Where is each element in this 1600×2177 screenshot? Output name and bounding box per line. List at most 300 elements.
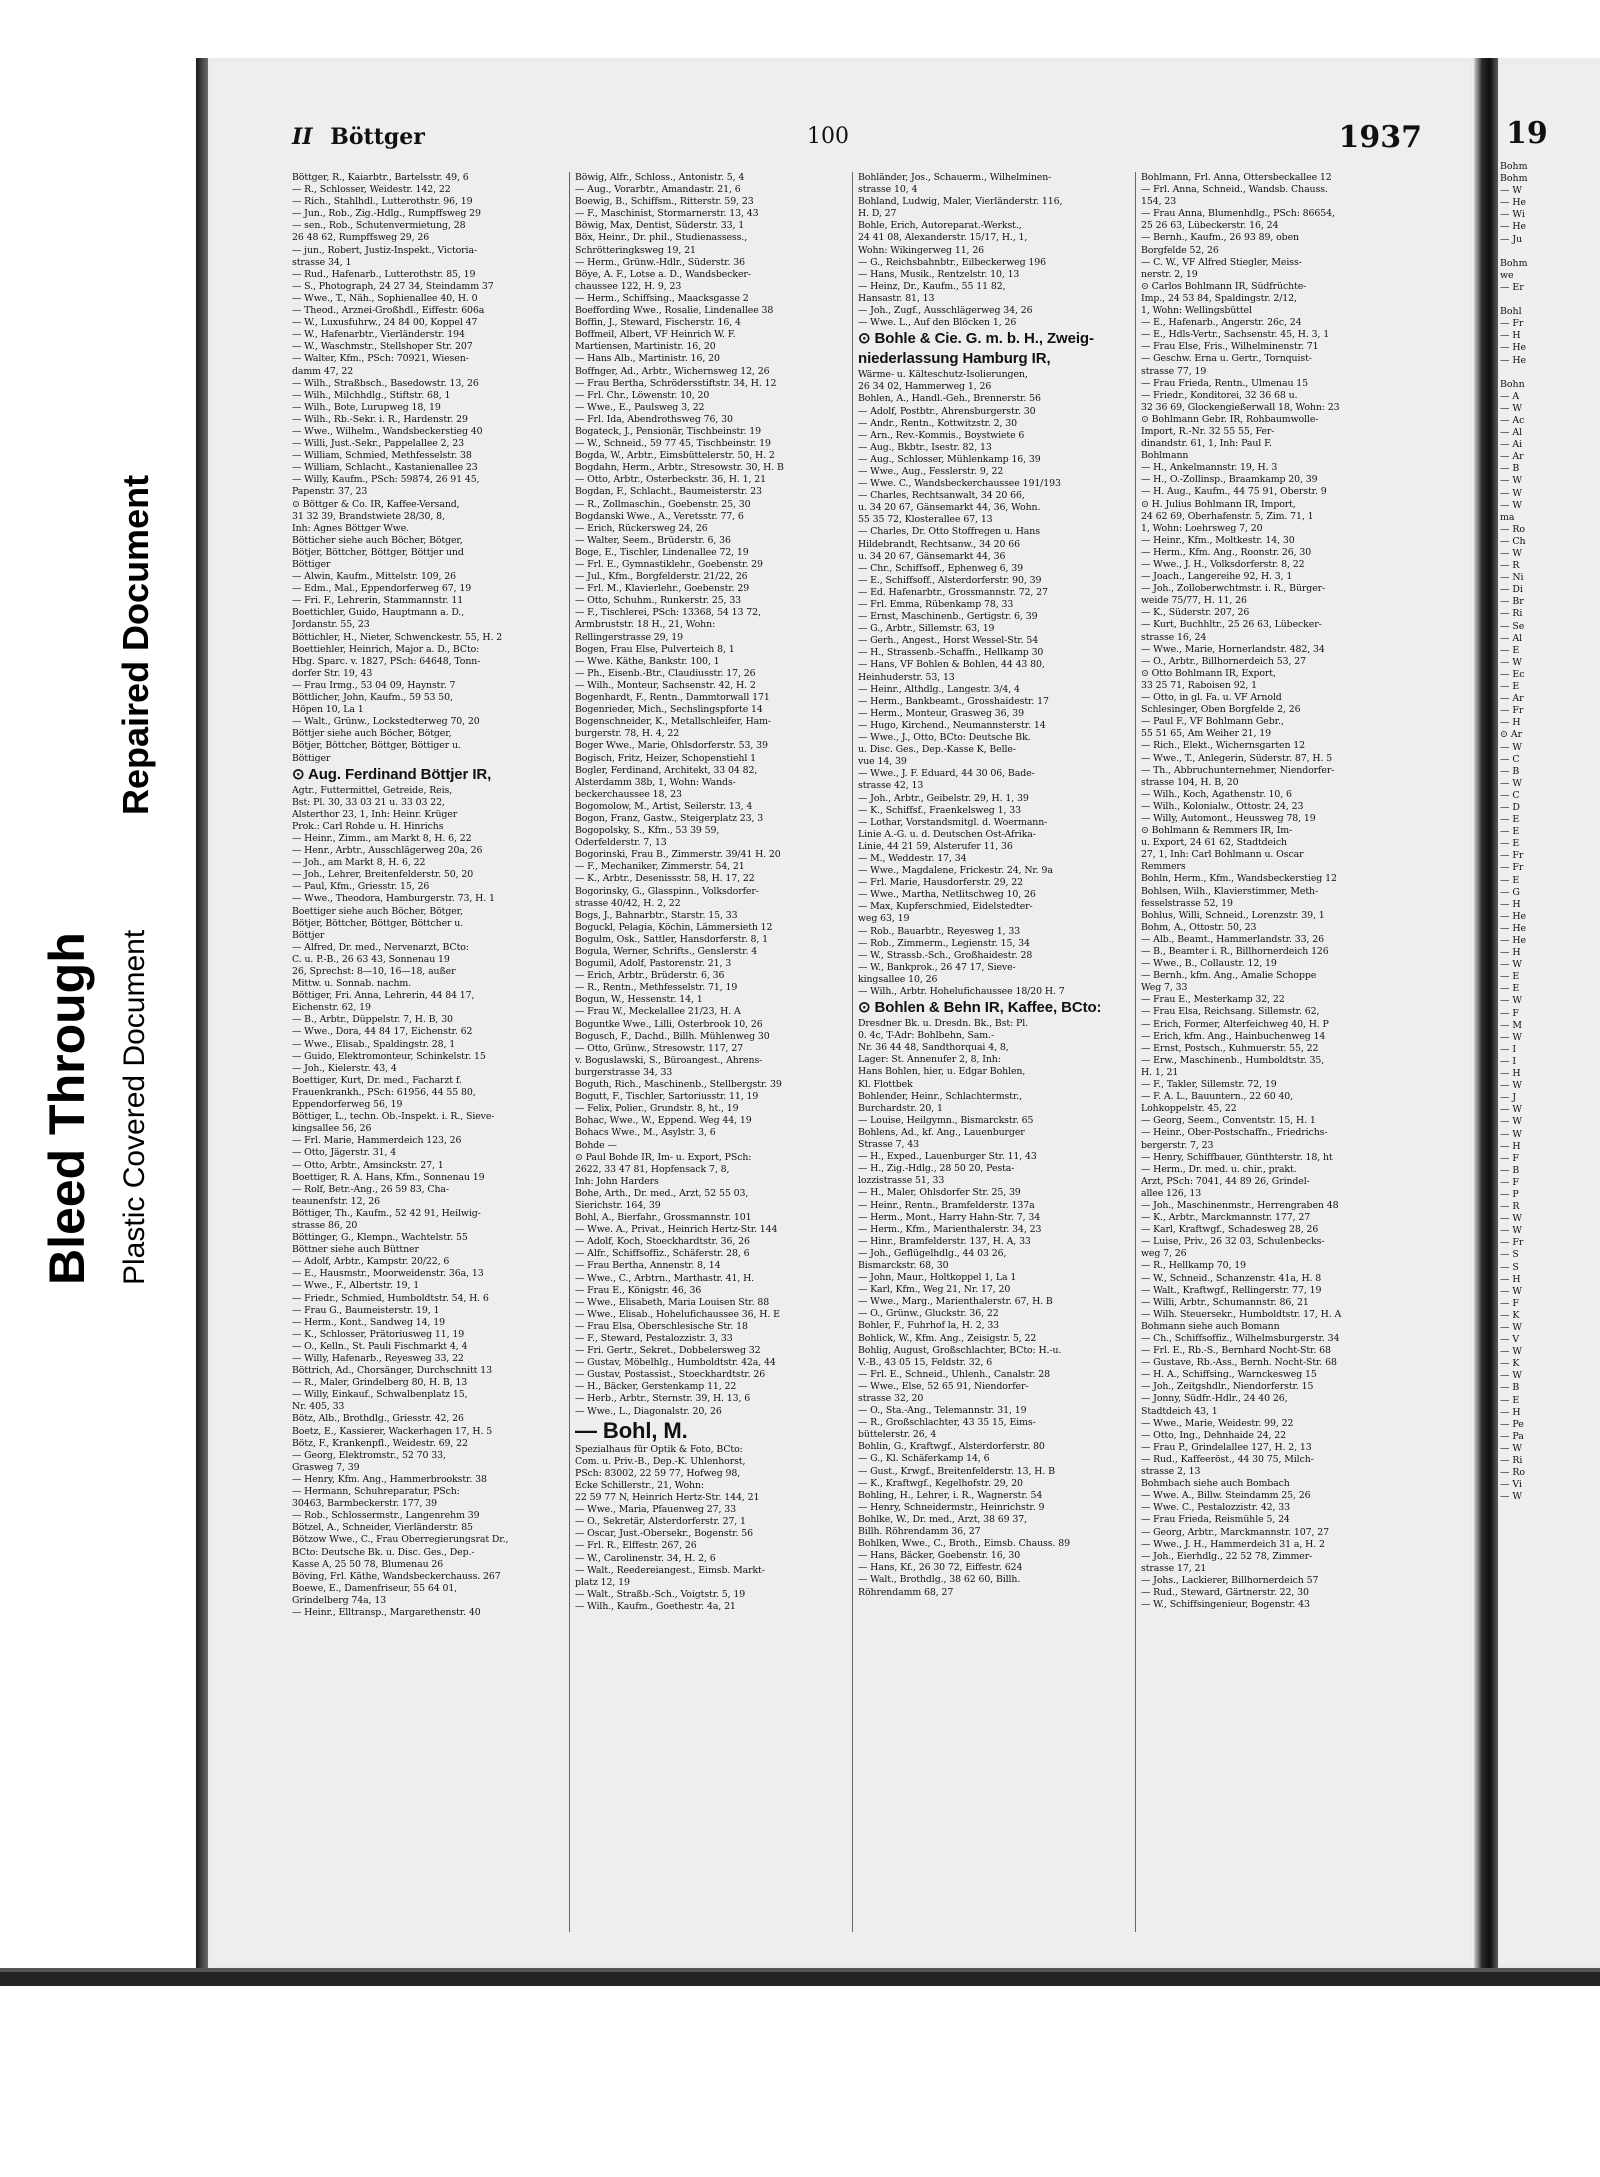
directory-entry: ⊙ Bohle & Cie. G. m. b. H., Zweig- (858, 330, 1094, 348)
adjacent-entry-fragment: — D (1500, 801, 1520, 813)
directory-entry: — Herm., Kfm. Ang., Roonstr. 26, 30 (1141, 546, 1312, 558)
adjacent-entry-fragment: — H (1500, 898, 1521, 910)
directory-entry: — Frau Else, Fris., Wilhelminenstr. 71 (1141, 341, 1319, 353)
directory-entry: — Geschw. Erna u. Gertr., Tornquist- (1141, 353, 1312, 365)
adjacent-entry-fragment: — J (1500, 1092, 1517, 1104)
directory-entry: Com. u. Priv.-B., Dep.-K. Uhlenhorst, (575, 1455, 746, 1467)
directory-entry: — F., Maschinist, Stormarnerstr. 13, 43 (575, 208, 759, 220)
directory-entry: Schlesinger, Oben Borgfelde 2, 26 (1141, 704, 1301, 716)
adjacent-entry-fragment: — W (1500, 1491, 1522, 1503)
directory-entry: — Walter, Seem., Brüderstr. 6, 36 (575, 534, 731, 546)
directory-entry: — Wwe., E., Paulsweg 3, 22 (575, 401, 705, 413)
directory-entry: — Otto, Jägerstr. 31, 4 (292, 1147, 397, 1159)
directory-entry: — W., Schneid., 59 77 45, Tischbeinstr. 19 (575, 438, 771, 450)
directory-entry: — Frl. Ida, Abendrothsweg 76, 30 (575, 413, 733, 425)
directory-entry: V.-B., 43 05 15, Feldstr. 32, 6 (858, 1356, 993, 1368)
directory-entry: Bohl, A., Bierfahr., Grossmannstr. 101 (575, 1212, 752, 1224)
adjacent-entry-fragment: — K (1500, 1358, 1520, 1370)
directory-entry: — Frl. Anna, Schneid., Wandsb. Chauss. (1141, 184, 1328, 196)
directory-entry: — Wwe., Magdalene, Frickestr. 24, Nr. 9a (858, 865, 1053, 877)
adjacent-entry-fragment: Bohm (1500, 173, 1528, 185)
directory-entry: Bohm, A., Ottostr. 50, 23 (1141, 921, 1257, 933)
adjacent-entry-fragment (1500, 367, 1600, 379)
directory-entry: kingsallee 56, 26 (292, 1123, 372, 1135)
adjacent-entry-fragment: Bohl (1500, 306, 1522, 318)
directory-entry: Boffmeil, Albert, VF Heinrich W. F. (575, 329, 736, 341)
directory-entry: — Friedr., Konditorei, 32 36 68 u. (1141, 389, 1298, 401)
adjacent-entry-fragment: — Wi (1500, 209, 1525, 221)
adjacent-entry-fragment: — S (1500, 1261, 1519, 1273)
directory-entry: Bogenrieder, Mich., Sechslingspforte 14 (575, 704, 763, 716)
directory-entry: Bohlick, W., Kfm. Ang., Zeisigstr. 5, 22 (858, 1332, 1037, 1344)
directory-entry: — M., Weddestr. 17, 34 (858, 852, 967, 864)
directory-entry: ⊙ Bohlen & Behn IR, Kaffee, BCto: (858, 999, 1102, 1017)
directory-entry: — Heinr., Elltransp., Margarethenstr. 40 (292, 1606, 481, 1618)
directory-entry: fesselstrasse 52, 19 (1141, 897, 1233, 909)
directory-entry: — Oscar, Just.-Obersekr., Bogenstr. 56 (575, 1528, 754, 1540)
directory-entry: Bötz, F., Krankenpfl., Weidestr. 69, 22 (292, 1437, 468, 1449)
directory-entry: — W., Bankprok., 26 47 17, Sieve- (858, 961, 1016, 973)
adjacent-entry-fragment: — Br (1500, 596, 1524, 608)
directory-entry: Bogutt, F., Tischler, Sartoriusstr. 11, 19 (575, 1091, 759, 1103)
directory-entry: — Henr., Arbtr., Ausschlägerweg 20a, 26 (292, 845, 483, 857)
adjacent-entry-fragment: — Fr (1500, 705, 1524, 717)
adjacent-entry-fragment: — E (1500, 644, 1520, 656)
adjacent-entry-fragment: — M (1500, 1019, 1522, 1031)
directory-entry: Ecke Schillerstr., 21, Wohn: (575, 1479, 704, 1491)
directory-entry: Borgfelde 52, 26 (1141, 244, 1219, 256)
directory-entry: — Jul., Kfm., Borgfelderstr. 21/22, 26 (575, 571, 748, 583)
adjacent-entry-fragment: — I (1500, 1055, 1517, 1067)
directory-entry: — Ernst, Postsch., Kuhmuerstr. 55, 22 (1141, 1042, 1319, 1054)
adjacent-entry-fragment: — B (1500, 1382, 1520, 1394)
directory-entry: Arzt, PSch: 7041, 44 89 26, Grindel- (1141, 1175, 1310, 1187)
directory-entry: — William, Schmied, Methfesselstr. 38 (292, 450, 472, 462)
directory-entry: Alsterdamm 38b, 1, Wohn: Wands- (575, 776, 736, 788)
directory-entry: — Herm., Mont., Harry Hahn-Str. 7, 34 (858, 1211, 1041, 1223)
adjacent-entry-fragment: we (1500, 269, 1514, 281)
adjacent-entry-fragment: — E (1500, 971, 1520, 983)
directory-entry: — Herm., Monteur, Grasweg 36, 39 (858, 707, 1024, 719)
directory-entry: platz 12, 19 (575, 1576, 630, 1588)
directory-entry: Böye, A. F., Lotse a. D., Wandsbecker- (575, 268, 751, 280)
directory-entry: Bismarckstr. 68, 30 (858, 1259, 949, 1271)
directory-entry: ⊙ Aug. Ferdinand Böttjer IR, (292, 765, 492, 783)
directory-entry: Linie A.-G. u. d. Deutschen Ost-Afrika- (858, 828, 1036, 840)
directory-column-2 (575, 172, 847, 1932)
directory-entry: Bogdan, F., Schlacht., Baumeisterstr. 23 (575, 486, 762, 498)
adjacent-entry-fragment: — W (1500, 1104, 1522, 1116)
directory-entry: — Willi, Arbtr., Schumannstr. 86, 21 (1141, 1296, 1309, 1308)
adjacent-entry-fragment: — R (1500, 560, 1520, 572)
directory-entry: Schrötteringksweg 19, 21 (575, 244, 696, 256)
directory-entry: — Henry, Schiffbauer, Günthterstr. 18, ht (1141, 1151, 1333, 1163)
directory-entry: — Ed. Hafenarbtr., Grossmannstr. 72, 27 (858, 586, 1048, 598)
directory-entry: — H., O.-Zollinsp., Braamkamp 20, 39 (1141, 474, 1318, 486)
directory-entry: Spezialhaus für Optik & Foto, BCto: (575, 1443, 743, 1455)
directory-entry: Bogulm, Osk., Sattler, Hansdorferstr. 8, 1 (575, 933, 768, 945)
directory-entry: ⊙ H. Julius Bohlmann IR, Import, (1141, 498, 1296, 510)
directory-entry: — S., Photograph, 24 27 34, Steindamm 37 (292, 280, 494, 292)
directory-entry: Böttner siehe auch Büttner (292, 1244, 419, 1256)
adjacent-entry-fragment: — Pa (1500, 1430, 1524, 1442)
directory-entry: — Herm., Dr. med. u. chir., prakt. (1141, 1163, 1297, 1175)
directory-entry: — Georg, Arbtr., Marckmannstr. 107, 27 (1141, 1526, 1330, 1538)
directory-entry: — Chr., Schiffsoff., Ephenweg 6, 39 (858, 562, 1023, 574)
directory-entry: — Paul, Kfm., Griesstr. 15, 26 (292, 881, 430, 893)
directory-entry: Inh: Agnes Böttger Wwe. (292, 522, 410, 534)
directory-entry: — Wwe. Käthe, Bankstr. 100, 1 (575, 655, 720, 667)
directory-entry: Bogumil, Adolf, Pastorenstr. 21, 3 (575, 958, 732, 970)
directory-entry: Bohlig, August, Großschlachter, BCto: H.-u. (858, 1344, 1062, 1356)
directory-entry: Boettiger, Kurt, Dr. med., Facharzt f. (292, 1074, 462, 1086)
adjacent-page-edge (1500, 64, 1600, 1964)
directory-entry: — Wilh., Koch, Agathenstr. 10, 6 (1141, 788, 1292, 800)
directory-entry: — Frl. E., Gymnastiklehr., Goebenstr. 29 (575, 559, 763, 570)
directory-entry: — Ph., Eisenb.-Btr., Claudiusstr. 17, 26 (575, 667, 756, 679)
column-rule (1135, 172, 1136, 1932)
directory-entry: — Ernst, Maschinenb., Gertigstr. 6, 39 (858, 611, 1038, 623)
directory-entry: — Kurt, Buchhltr., 25 26 63, Lübecker- (1141, 619, 1322, 631)
directory-entry: 25 26 63, Lübeckerstr. 16, 24 (1141, 220, 1279, 232)
directory-entry: Höpen 10, La 1 (292, 704, 364, 716)
directory-entry: Import, R.-Nr. 32 55 55, Fer- (1141, 425, 1275, 437)
directory-entry: C. u. P.-B., 26 63 43, Sonnenau 19 (292, 953, 450, 965)
directory-entry: — Rud., Kaffeeröst., 44 30 75, Milch- (1141, 1453, 1314, 1465)
directory-entry: — Frau Bertha, Schrödersstiftstr. 34, H. 12 (575, 377, 777, 389)
directory-entry: — H., Maler, Ohlsdorfer Str. 25, 39 (858, 1187, 1021, 1199)
directory-entry: — Joh., Kielerstr. 43, 4 (292, 1062, 397, 1074)
adjacent-entry-fragment: — Vi (1500, 1479, 1522, 1491)
directory-entry: Papenstr. 37, 23 (292, 486, 368, 498)
directory-entry: Boguckl, Pelagia, Köchin, Lämmersieth 12 (575, 921, 773, 933)
directory-entry: — Wwe., Marie, Hornerlandstr. 482, 34 (1141, 643, 1325, 655)
directory-entry: — Joach., Langereihe 92, H. 3, 1 (1141, 571, 1293, 583)
directory-entry: strasse 17, 21 (1141, 1562, 1207, 1574)
directory-entry: — E., Hdls-Vertr., Sachsenstr. 45, H. 3, 1 (1141, 329, 1330, 341)
book-gutter (1474, 58, 1498, 1968)
adjacent-entry-fragment: — H (1500, 330, 1521, 342)
directory-entry: — E., Hausmstr., Moorweidenstr. 36a, 13 (292, 1268, 484, 1280)
directory-entry: Böttrich, Ad., Chorsänger, Durchschnitt 13 (292, 1365, 492, 1377)
directory-entry: 1, Wohn: Loehrsweg 7, 20 (1141, 522, 1263, 534)
directory-entry: 26 48 62, Rumpffsweg 29, 26 (292, 232, 430, 244)
directory-entry: lozzistrasse 51, 33 (858, 1175, 945, 1187)
directory-entry: Alsterthor 23, 1, Inh: Heinr. Krüger (292, 808, 458, 820)
adjacent-entry-fragment: — W (1500, 777, 1522, 789)
directory-entry: Bohlmann (1141, 450, 1189, 462)
directory-entry: — Wwe., Aug., Fesslerstr. 9, 22 (858, 465, 1004, 477)
directory-entry: bergerstr. 7, 23 (1141, 1139, 1214, 1151)
directory-entry: Hbg. Sparc. v. 1827, PSch: 64648, Tonn- (292, 655, 481, 667)
adjacent-entry-fragment: — Se (1500, 620, 1525, 632)
directory-entry: — Wwe., Else, 52 65 91, Niendorfer- (858, 1380, 1029, 1392)
directory-entry: Böving, Frl. Käthe, Wandsbeckerchauss. 267 (292, 1570, 501, 1582)
adjacent-entry-fragment: — I (1500, 1043, 1517, 1055)
directory-entry: — Herm., Bankbeamt., Grosshaidestr. 17 (858, 695, 1049, 707)
directory-entry: strasse 77, 19 (1141, 365, 1207, 377)
adjacent-entry-fragment: — Ar (1500, 451, 1524, 463)
directory-entry: — Wwe. L., Auf den Blöcken 1, 26 (858, 317, 1017, 329)
adjacent-entry-fragment: — F (1500, 1297, 1519, 1309)
adjacent-entry-fragment: — W (1500, 959, 1522, 971)
directory-entry: — F., Tischlerei, PSch: 13368, 54 13 72, (575, 607, 761, 619)
adjacent-entry-fragment: — Er (1500, 281, 1524, 293)
directory-column-3 (858, 172, 1130, 1932)
directory-entry: — H., Zig.-Hdlg., 28 50 20, Pesta- (858, 1163, 1015, 1175)
directory-entry: Boffin, J., Steward, Fischerstr. 16, 4 (575, 317, 741, 329)
directory-entry: Burchardstr. 20, 1 (858, 1102, 943, 1114)
adjacent-entry-fragment: — B (1500, 463, 1520, 475)
directory-entry: — Hans Alb., Martinistr. 16, 20 (575, 353, 720, 365)
directory-entry: Imp., 24 53 84, Spaldingstr. 2/12, (1141, 292, 1297, 304)
directory-entry: Strasse 7, 43 (858, 1139, 919, 1151)
directory-entry: — Wwe. A., Billw. Steindamm 25, 26 (1141, 1490, 1311, 1502)
directory-entry: — W., Waschmstr., Stellshoper Str. 207 (292, 341, 473, 353)
adjacent-entry-fragment: — Fr (1500, 862, 1524, 874)
adjacent-entry-fragment: — W (1500, 1080, 1522, 1092)
directory-entry: — Wwe., Dora, 44 84 17, Eichenstr. 62 (292, 1026, 473, 1038)
adjacent-entry-fragment: — W (1500, 1285, 1522, 1297)
column-rule (569, 172, 570, 1932)
adjacent-entry-fragment: Bohm (1500, 161, 1528, 172)
directory-entry: Böttjer siehe auch Böcher, Bötger, (292, 728, 452, 740)
directory-entry: — R., Schlosser, Weidestr. 142, 22 (292, 184, 451, 196)
directory-entry: — Walt., Brothdlg., 38 62 60, Billh. (858, 1574, 1021, 1586)
adjacent-entry-fragment: — Fr (1500, 1237, 1524, 1249)
directory-entry: — Hans, VF Bohlen & Bohlen, 44 43 80, (858, 659, 1045, 671)
directory-entry: — Frau G., Baumeisterstr. 19, 1 (292, 1304, 440, 1316)
directory-entry: — C. W., VF Alfred Stiegler, Meiss- (1141, 256, 1302, 268)
directory-entry: Bohling, H., Lehrer, i. R., Wagnerstr. 54 (858, 1489, 1043, 1501)
directory-entry: strasse 10, 4 (858, 184, 918, 196)
directory-entry: — John, Maur., Holtkoppel 1, La 1 (858, 1272, 1017, 1284)
directory-entry: — Hans, Bäcker, Goebenstr. 16, 30 (858, 1550, 1021, 1562)
directory-entry: — G., Kl. Schäferkamp 14, 6 (858, 1453, 990, 1465)
directory-entry: — Wwe., J. H., Hammerdeich 31 a, H. 2 (1141, 1538, 1325, 1550)
directory-entry: — Fri. F., Lehrerin, Stammannstr. 11 (292, 595, 464, 607)
directory-entry: — Heinr., Kfm., Moltkestr. 14, 30 (1141, 534, 1295, 546)
directory-entry: — W., Strassb.-Sch., Großhaidestr. 28 (858, 949, 1033, 961)
directory-entry: — Walt., Straßb.-Sch., Voigtstr. 5, 19 (575, 1588, 746, 1600)
directory-entry: weg 63, 19 (858, 913, 910, 925)
directory-entry: Boewe, E., Damenfriseur, 55 64 01, (292, 1582, 458, 1594)
adjacent-entry-fragment: — W (1500, 499, 1522, 511)
directory-entry: — Rolf, Betr.-Ang., 26 59 83, Cha- (292, 1183, 449, 1195)
directory-entry: — Wilh., Rb.-Sekr. i. R., Hardenstr. 29 (292, 413, 468, 425)
adjacent-entry-fragment: — Al (1500, 427, 1523, 439)
directory-entry: Lohkoppelstr. 45, 22 (1141, 1103, 1237, 1115)
directory-entry: — Wwe., F., Albertstr. 19, 1 (292, 1280, 420, 1292)
adjacent-entry-fragment: — R (1500, 1201, 1520, 1213)
adjacent-entry-fragment: Bohn (1500, 378, 1525, 390)
directory-entry: — Herm., Kont., Sandweg 14, 19 (292, 1316, 445, 1328)
directory-entry: Boguntke Wwe., Lilli, Osterbrook 10, 26 (575, 1018, 763, 1030)
directory-entry: Bogula, Werner, Schrifts., Genslerstr. 4 (575, 946, 758, 957)
directory-entry: — Frl. Marie, Hausdorferstr. 29, 22 (858, 877, 1024, 889)
directory-entry: Martiensen, Martinistr. 16, 20 (575, 341, 716, 353)
directory-entry: Grasweg 7, 39 (292, 1461, 360, 1473)
directory-entry: — Frau W., Meckelallee 21/23, H. A (575, 1006, 741, 1018)
directory-entry: weide 75/77, H. 11, 26 (1141, 595, 1247, 607)
directory-entry: Kasse A, 25 50 78, Blumenau 26 (292, 1558, 444, 1570)
directory-entry: Bogler, Ferdinand, Architekt, 33 04 82, (575, 764, 758, 776)
directory-entry: — Frl. Emma, Rübenkamp 78, 33 (858, 599, 1014, 610)
directory-entry: Boffnger, Ad., Arbtr., Wichernsweg 12, 26 (575, 365, 770, 377)
directory-entry: — F., Takler, Sillemstr. 72, 19 (1141, 1079, 1277, 1091)
directory-entry: Boguth, Rich., Maschinenb., Stellbergstr. 39 (575, 1079, 782, 1091)
directory-entry: — Joh., am Markt 8, H. 6, 22 (292, 857, 426, 869)
page-number: 100 (807, 124, 849, 149)
directory-entry: allee 126, 13 (1141, 1187, 1202, 1199)
directory-entry: — Joh., Geflügelhdlg., 44 03 26, (858, 1247, 1007, 1259)
directory-entry: Bogopolsky, S., Kfm., 53 39 59, (575, 825, 720, 837)
directory-entry: — Wilh., Bote, Lurupweg 18, 19 (292, 401, 441, 413)
directory-entry: — Rob., Zimmerm., Legienstr. 15, 34 (858, 937, 1030, 949)
directory-entry: — sen., Rob., Schutenvermietung, 28 (292, 220, 466, 232)
directory-entry: 26 34 02, Hammerweg 1, 26 (858, 381, 992, 393)
adjacent-entry-fragment: — H (1500, 947, 1521, 959)
directory-entry: — Heinr., Althdlg., Langestr. 3/4, 4 (858, 683, 1020, 695)
adjacent-entry-fragment: — Ar (1500, 693, 1524, 705)
directory-entry: — Hermann, Schuhreparatur, PSch: (292, 1486, 460, 1498)
directory-entry: Rellingerstrasse 29, 19 (575, 631, 683, 643)
directory-entry: Linie, 44 21 59, Alsterufer 11, 36 (858, 840, 1013, 852)
directory-entry: — H., Strassenb.-Schaffn., Hellkamp 30 (858, 647, 1044, 659)
directory-entry: Boetz, E., Kassierer, Wackerhagen 17, H. 5 (292, 1425, 493, 1437)
directory-entry: — Otto, Grünw., Stresowstr. 117, 27 (575, 1042, 744, 1054)
directory-entry: — Wwe., Elisab., Spaldingstr. 28, 1 (292, 1038, 456, 1050)
directory-entry: Eppendorferweg 56, 19 (292, 1099, 403, 1111)
directory-entry: — Hinr., Bramfelderstr. 137, H. A, 33 (858, 1235, 1031, 1247)
directory-entry: — O., Grünw., Gluckstr. 36, 22 (858, 1308, 999, 1320)
adjacent-entry-fragment: — H (1500, 1068, 1521, 1080)
directory-entry: H. 1, 21 (1141, 1066, 1179, 1078)
directory-entry: Bogateck, J., Pensionär, Tischbeinstr. 19 (575, 425, 762, 437)
directory-entry: — Jun., Rob., Zig.-Hdlg., Rumpffsweg 29 (292, 208, 481, 220)
directory-entry: — Georg, Elektromstr., 52 70 33, (292, 1449, 446, 1461)
directory-entry: — Otto, Arbtr., Amsinckstr. 27, 1 (292, 1159, 444, 1171)
directory-column-4 (1141, 172, 1413, 1932)
directory-entry: Bötjer, Böttcher, Böttger, Böttiger u. (292, 740, 461, 752)
directory-entry: — Wwe., Marg., Marienthalerstr. 67, H. B (858, 1296, 1053, 1308)
directory-entry: — Herb., Arbtr., Sternstr. 39, H. 13, 6 (575, 1393, 751, 1405)
adjacent-entry-fragment: — W (1500, 475, 1522, 487)
directory-entry: Oderfelderstr. 7, 13 (575, 837, 667, 849)
directory-entry: 24 41 08, Alexanderstr. 15/17, H., 1, (858, 232, 1028, 244)
directory-entry: — Th., Abbruchunternehmer, Niendorfer- (1141, 764, 1335, 776)
directory-entry: — Erich, kfm. Ang., Hainbuchenweg 14 (1141, 1030, 1326, 1042)
directory-entry: strasse 40/42, H. 2, 22 (575, 897, 681, 909)
directory-entry: Wärme- u. Kälteschutz-Isolierungen, (858, 369, 1028, 381)
directory-entry: — Walt., Reedereiangest., Eimsb. Markt- (575, 1564, 765, 1576)
directory-entry: Hildebrandt, Rechtsanw., 34 20 66 (858, 538, 1020, 550)
directory-entry: — Wilh., Kolonialw., Ottostr. 24, 23 (1141, 800, 1304, 812)
adjacent-entry-fragment: — E (1500, 826, 1520, 838)
directory-entry: 31 32 39, Brandstwiete 28/30, 8, (292, 510, 445, 522)
directory-entry: Bohlen, A., Handl.-Geh., Brennerstr. 56 (858, 393, 1041, 405)
directory-entry: — Max, Kupferschmied, Eidelstedter- (858, 901, 1033, 913)
directory-entry: — Karl, Kfm., Weg 21, Nr. 17, 20 (858, 1284, 1011, 1296)
directory-entry: — W., Luxusfuhrw., 24 84 00, Koppel 47 (292, 317, 478, 329)
directory-entry: — Alwin, Kaufm., Mittelstr. 109, 26 (292, 571, 457, 583)
directory-entry: Bötzow Wwe., C., Frau Oberregierungsrat Dr., (292, 1534, 509, 1546)
directory-entry: Bogen, Frau Else, Pulverteich 8, 1 (575, 643, 735, 655)
directory-entry: — Willy, Einkauf., Schwalbenplatz 15, (292, 1389, 468, 1401)
directory-entry: — Hans, Kf., 26 30 72, Eiffestr. 624 (858, 1562, 1023, 1574)
adjacent-entry-fragment: — Di (1500, 584, 1523, 596)
directory-entry: — Erich, Rückersweg 24, 26 (575, 522, 708, 534)
directory-entry: Böwig, Alfr., Schloss., Antonistr. 5, 4 (575, 172, 745, 183)
directory-entry: 24 62 69, Oberhafenstr. 5, Zim. 71, 1 (1141, 510, 1314, 522)
directory-entry: Bohland, Ludwig, Maler, Vierländerstr. 116, (858, 196, 1063, 208)
directory-entry: — Rud., Hafenarb., Lutterothstr. 85, 19 (292, 268, 476, 280)
adjacent-entry-fragment: — Ro (1500, 523, 1526, 535)
bleed-through-label: Bleed Through (39, 932, 95, 1285)
directory-entry: u. 34 20 67, Gänsemarkt 44, 36, Wohn. (858, 502, 1041, 514)
directory-entry: 32 36 69, Glockengießerwall 18, Wohn: 23 (1141, 401, 1340, 413)
directory-entry: — K., Arbtr., Desenissstr. 58, H. 17, 22 (575, 873, 755, 885)
directory-entry: — Gust., Krwgf., Breitenfelderstr. 13, H. B (858, 1465, 1055, 1477)
directory-entry: Böttiger, L., techn. Ob.-Inspekt. i. R., Sieve- (292, 1111, 495, 1123)
directory-entry: Bötticher siehe auch Böcher, Bötger, (292, 534, 463, 546)
directory-entry: 22 59 77 N, Heinrich Hertz-Str. 144, 21 (575, 1492, 760, 1504)
directory-entry: — Hans, Musik., Rentzelstr. 10, 13 (858, 268, 1020, 280)
adjacent-entry-fragment: — H (1500, 1406, 1521, 1418)
directory-entry: Bogenschneider, K., Metallschleifer, Ham- (575, 716, 772, 728)
directory-entry: — Wwe. A., Privat., Heinrich Hertz-Str. 144 (575, 1224, 778, 1236)
directory-entry: — Otto, Schuhm., Runkerstr. 25, 33 (575, 595, 742, 607)
directory-entry: Bohlens, Ad., kf. Ang., Lauenburger (858, 1126, 1025, 1138)
adjacent-entry-fragment: — F (1500, 1007, 1519, 1019)
directory-entry: Hansastr. 81, 13 (858, 292, 935, 304)
condition-label (115, 449, 157, 815)
directory-entry: Bohmbach siehe auch Bombach (1141, 1478, 1290, 1490)
directory-entry: — Frl. E., Schneid., Uhlenh., Canalstr. 28 (858, 1368, 1050, 1380)
adjacent-entry-fragment: — Ec (1500, 668, 1525, 680)
adjacent-entry-fragment: — W (1500, 1322, 1522, 1333)
adjacent-entry-fragment: — H (1500, 1140, 1521, 1152)
directory-entry: — Aug., Schlosser, Mühlenkamp 16, 39 (858, 453, 1041, 465)
directory-entry: Bohe, Arth., Dr. med., Arzt, 52 55 03, (575, 1187, 749, 1199)
directory-entry: — K., Arbtr., Marckmannstr. 177, 27 (1141, 1212, 1311, 1224)
directory-entry: — W., Carolinenstr. 34, H. 2, 6 (575, 1552, 716, 1564)
directory-entry: PSch: 83002, 22 59 77, Hofweg 98, (575, 1467, 741, 1479)
directory-entry: — Bohl, M. (575, 1417, 688, 1443)
directory-entry: ⊙ Bohlmann Gebr. IR, Rohbaumwolle- (1141, 413, 1319, 425)
directory-entry: Boeffording Wwe., Rosalie, Lindenallee 38 (575, 305, 774, 317)
plastic-covered-label: Plastic Covered Document (118, 929, 151, 1285)
directory-entry: — Wwe., T., Anlegerin, Süderstr. 87, H. 5 (1141, 752, 1333, 764)
adjacent-entry-fragment: — Ro (1500, 1467, 1526, 1479)
adjacent-entry-fragment: — Al (1500, 632, 1523, 644)
directory-entry: Bogusch, F., Dachd., Billh. Mühlenweg 30 (575, 1030, 770, 1042)
directory-entry: — Wwe., Theodora, Hamburgerstr. 73, H. 1 (292, 893, 495, 905)
directory-entry: BCto: Deutsche Bk. u. Disc. Ges., Dep.- (292, 1546, 475, 1558)
directory-entry: Boettiger, R. A. Hans, Kfm., Sonnenau 19 (292, 1171, 485, 1183)
adjacent-entry-fragment: — W (1500, 1225, 1522, 1237)
directory-entry: nerstr. 2, 19 (1141, 268, 1198, 280)
directory-entry: — Johs., Lackierer, Billhornerdeich 57 (1141, 1574, 1319, 1586)
directory-entry: Bohlke, W., Dr. med., Arzt, 38 69 37, (858, 1513, 1027, 1525)
directory-entry: ⊙ Otto Bohlmann IR, Export, (1141, 667, 1276, 679)
directory-entry: — Otto, in gl. Fa. u. VF Arnold (1141, 692, 1282, 704)
directory-entry: — Theod., Arznei-Großhdl., Eiffestr. 606a (292, 305, 485, 317)
directory-entry: — B., Beamter i. R., Billhornerdeich 126 (1141, 946, 1329, 957)
directory-entry: — W., Schneid., Schanzenstr. 41a, H. 8 (1141, 1272, 1322, 1284)
directory-entry: — Adolf, Koch, Stoeckhardtstr. 36, 26 (575, 1236, 750, 1248)
document-type-sidebar (0, 0, 195, 2177)
